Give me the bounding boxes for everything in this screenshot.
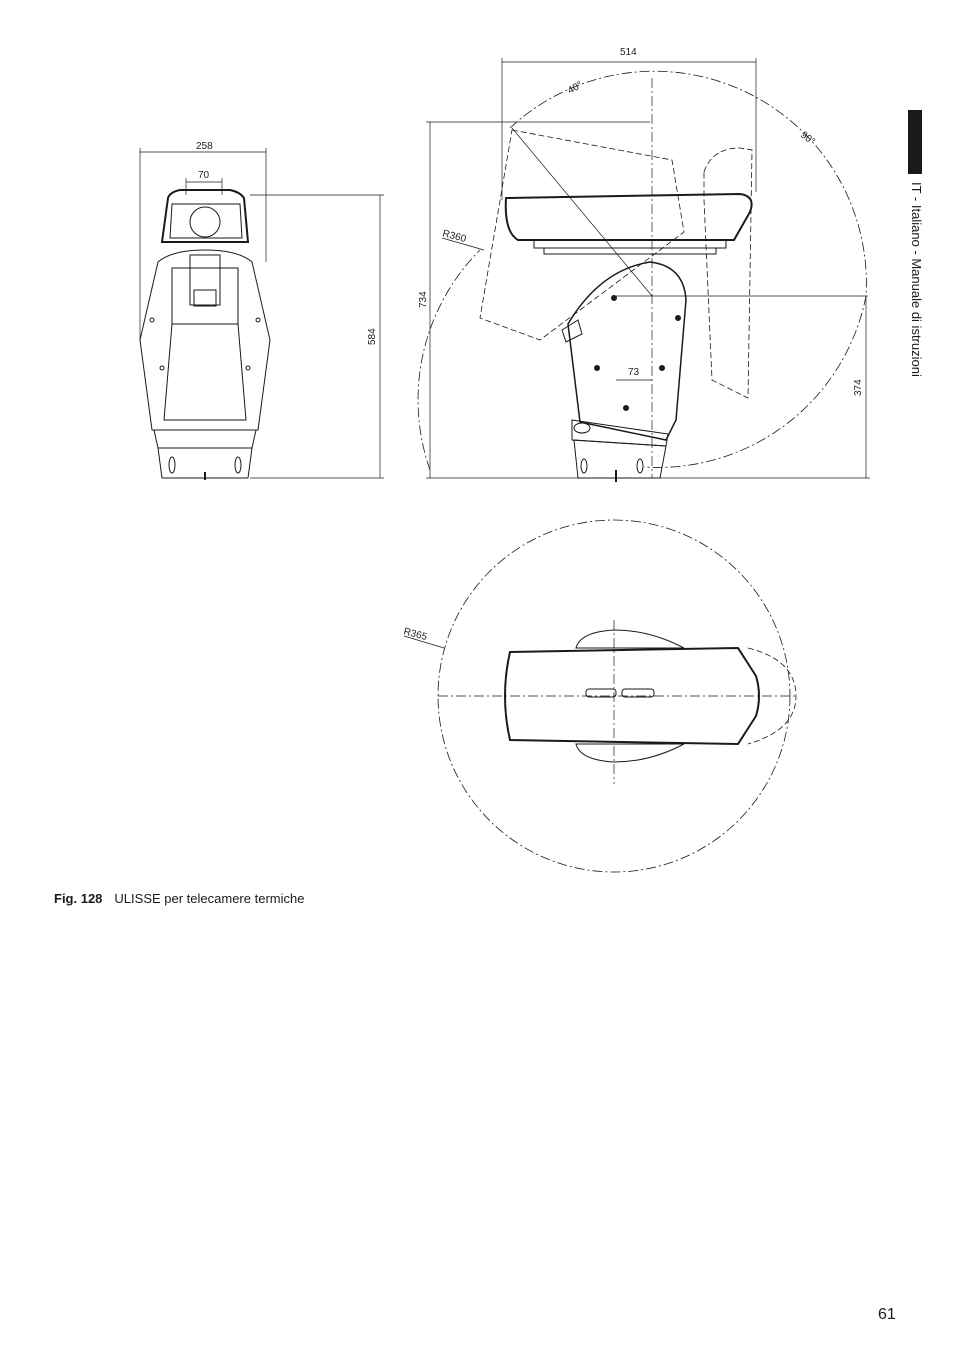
dim-radius-top: R365 — [402, 626, 429, 644]
figure-caption-text: ULISSE per telecamere termiche — [114, 891, 305, 906]
dim-tilt-up: 40° — [566, 79, 585, 97]
dim-radius-side: R360 — [441, 228, 468, 246]
dim-width-side: 514 — [620, 47, 637, 58]
top-view — [404, 520, 796, 872]
page-number: 61 — [878, 1306, 896, 1323]
side-view — [418, 71, 866, 482]
figure-caption — [54, 891, 304, 906]
figure-number: Fig. 128 — [54, 891, 103, 906]
dim-height-front: 584 — [367, 328, 378, 345]
language-tab-label: IT - Italiano - Manuale di istruzioni — [909, 182, 924, 377]
language-tab — [906, 182, 924, 412]
side-dimensions — [426, 58, 870, 478]
dim-width-front: 258 — [196, 141, 213, 152]
front-dimensions — [140, 148, 384, 478]
front-view — [140, 190, 270, 480]
language-tab-marker — [908, 110, 922, 174]
dim-height-axis: 374 — [853, 379, 864, 396]
dim-height-side: 734 — [418, 291, 429, 308]
dim-offset-axis: 73 — [628, 367, 640, 378]
dim-width-window: 70 — [198, 170, 210, 181]
dim-tilt-down: 90° — [798, 129, 817, 148]
